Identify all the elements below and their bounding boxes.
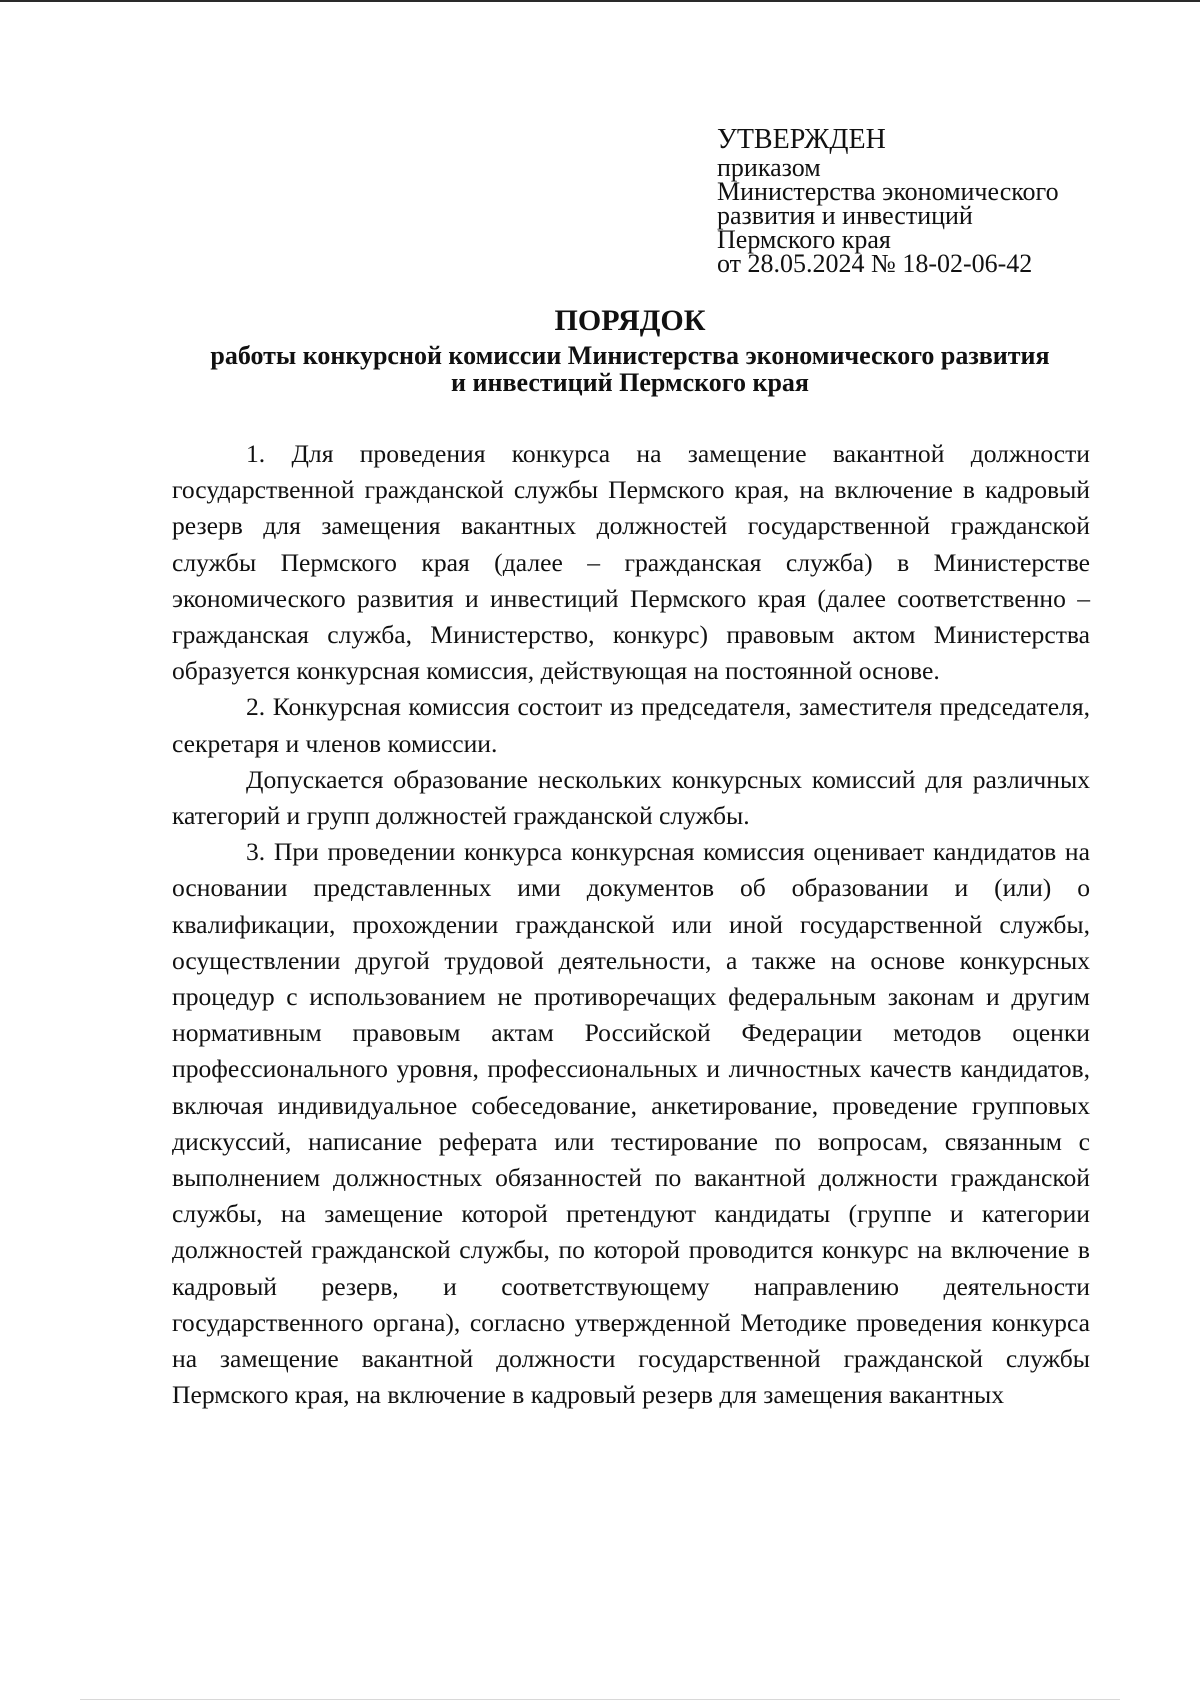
approval-line: Министерства экономического: [717, 177, 1059, 206]
page-bottom-edge: [80, 1699, 1120, 1700]
page-top-edge: [0, 0, 1200, 2]
approval-line: приказом: [717, 153, 821, 182]
approval-date-number: от 28.05.2024 № 18-02-06-42: [717, 249, 1033, 278]
paragraph-2-continuation: Допускается образование нескольких конкурсных комиссий для различных категорий и групп должностей гражданской службы.: [172, 764, 1090, 831]
paragraph-2: 2. Конкурсная комиссия состоит из председателя, заместителя председателя, секретаря и членов комиссии.: [172, 692, 1090, 758]
approval-block: [717, 124, 1157, 276]
document-body: [172, 436, 1090, 1413]
approval-line: Пермского края: [717, 225, 891, 254]
document-subtitle: [160, 342, 1100, 396]
paragraph-1: 1. Для проведения конкурса на замещение вакантной должности государственной гражданской службы Пермского края, на включение в кадровый резерв для замещения вакантных должностей государственной гражданской службы Пермского края (далее – гражданская служба) в Министерстве экономического развития и инвестиций Пермского края (далее соответственно – гражданская служба, Министерство, конкурс) правовым актом Министерства образуется конкурсная комиссия, действующая на постоянной основе.: [172, 439, 1090, 686]
paragraph-3: 3. При проведении конкурса конкурсная комиссия оценивает кандидатов на основании представленных ими документов об образовании и (или) о квалификации, прохождении гражданской или иной государственной службы, осуществлении другой трудовой деятельности, а также на основе конкурсных процедур с использованием не противоречащих федеральным законам и другим нормативным правовым актам Российской Федерации методов оценки профессионального уровня, профессиональных и личностных качеств кандидатов, включая индивидуальное собеседование, анкетирование, проведение групповых дискуссий, написание реферата или тестирование по вопросам, связанным с выполнением должностных обязанностей по вакантной должности гражданской службы, на замещение которой претендуют кандидаты (группе и категории должностей гражданской службы, по которой проводится конкурс на включение в кадровый резерв, и соответствующему направлению деятельности государственного органа), согласно утвержденной Методике проведения конкурса на замещение вакантной должности государственной гражданской службы Пермского края, на включение в кадровый резерв для замещения вакантных: [172, 837, 1090, 1410]
subtitle-line: и инвестиций Пермского края: [451, 368, 809, 397]
document-title: ПОРЯДОК: [554, 304, 706, 337]
approval-line: развития и инвестиций: [717, 201, 973, 230]
approval-heading: УТВЕРЖДЕН: [717, 124, 886, 155]
subtitle-line: работы конкурсной комиссии Министерства экономического развития: [210, 341, 1050, 370]
